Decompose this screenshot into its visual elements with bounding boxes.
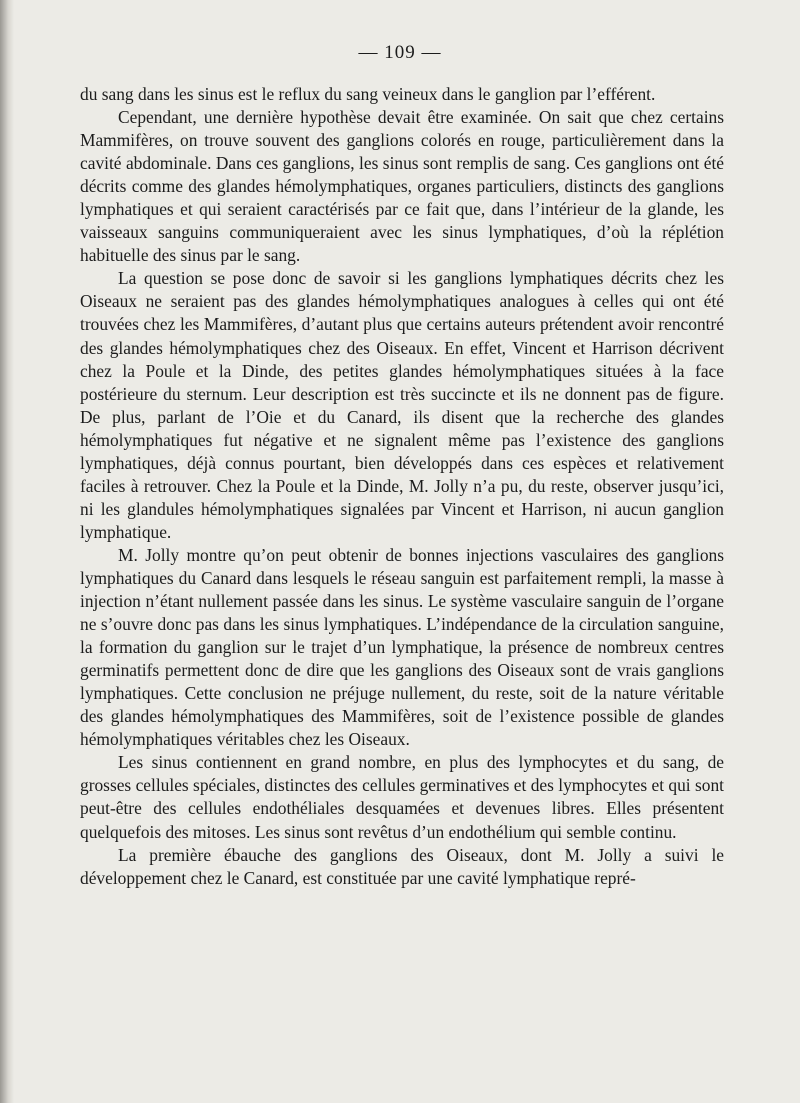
paragraph-2: Cependant, une dernière hypothèse devait être examinée. On sait que chez certains Mammifères, on trouve souvent des ganglions colorés en rouge, particulièrement dans la cavité abdominale. Dans ces ganglions, les sinus sont remplis de sang. Ces ganglions ont été décrits comme des glandes hémolymphatiques, organes particuliers, distincts des ganglions lymphatiques et qui seraient caractérisés par ce fait que, dans l’intérieur de la glande, les vaisseaux sanguins communiqueraient avec les sinus lymphatiques, d’où la réplétion habituelle des sinus par le sang. [80, 107, 724, 266]
page-number: — 109 — [358, 42, 442, 63]
paragraph-4: M. Jolly montre qu’on peut obtenir de bonnes injections vasculaires des ganglions lymphatiques du Canard dans lesquels le réseau sanguin est parfaitement rempli, la masse à injection n’étant nullement passée dans les sinus. Le système vasculaire sanguin de l’organe ne s’ouvre donc pas dans les sinus lymphatiques. L’indépendance de la circulation sanguine, la formation du ganglion sur le trajet d’un lymphatique, la présence de nombreux centres germinatifs permettent donc de dire que les ganglions des Oiseaux sont de vrais ganglions lymphatiques. Cette conclusion ne préjuge nullement, du reste, soit de la nature véritable des glandes hémolymphatiques des Mammifères, soit de l’existence possible de glandes hémolymphatiques véritables chez les Oiseaux. [80, 544, 724, 750]
paragraph-1: du sang dans les sinus est le reflux du sang veineux dans le ganglion par l’efférent. [80, 84, 656, 104]
paragraph-6: La première ébauche des ganglions des Oiseaux, dont M. Jolly a suivi le développement chez le Canard, est constituée par une cavité lymphatique repré- [80, 844, 724, 888]
paragraph-5: Les sinus contiennent en grand nombre, en plus des lymphocytes et du sang, de grosses cellules spéciales, distinctes des cellules germinatives et des lymphocytes et qui sont peut-être des cellules endothéliales desquamées et devenues libres. Elles présentent quelquefois des mitoses. Les sinus sont revêtus d’un endothélium qui semble continu. [80, 752, 724, 842]
body-text [80, 83, 724, 890]
paragraph-3: La question se pose donc de savoir si les ganglions lymphatiques décrits chez les Oiseaux ne seraient pas des glandes hémolymphatiques analogues à celles qui ont été trouvées chez les Mammifères, d’autant plus que certains auteurs prétendent avoir rencontré des glandes hémolymphatiques chez des Oiseaux. En effet, Vincent et Harrison décrivent chez la Poule et la Dinde, des petites glandes hémolymphatiques situées à la face postérieure du sternum. Leur description est très succincte et ils ne donnent pas de figure. De plus, parlant de l’Oie et du Canard, ils disent que la recherche des glandes hémolymphatiques fut négative et ne signalent même pas l’existence des ganglions lymphatiques, déjà connus pourtant, bien développés dans ces espèces et relativement faciles à retrouver. Chez la Poule et la Dinde, M. Jolly n’a pu, du reste, observer jusqu’ici, ni les glandules hémolymphatiques signalées par Vincent et Harrison, ni aucun ganglion lymphatique. [80, 268, 724, 542]
page-edge-shadow [0, 0, 14, 1103]
